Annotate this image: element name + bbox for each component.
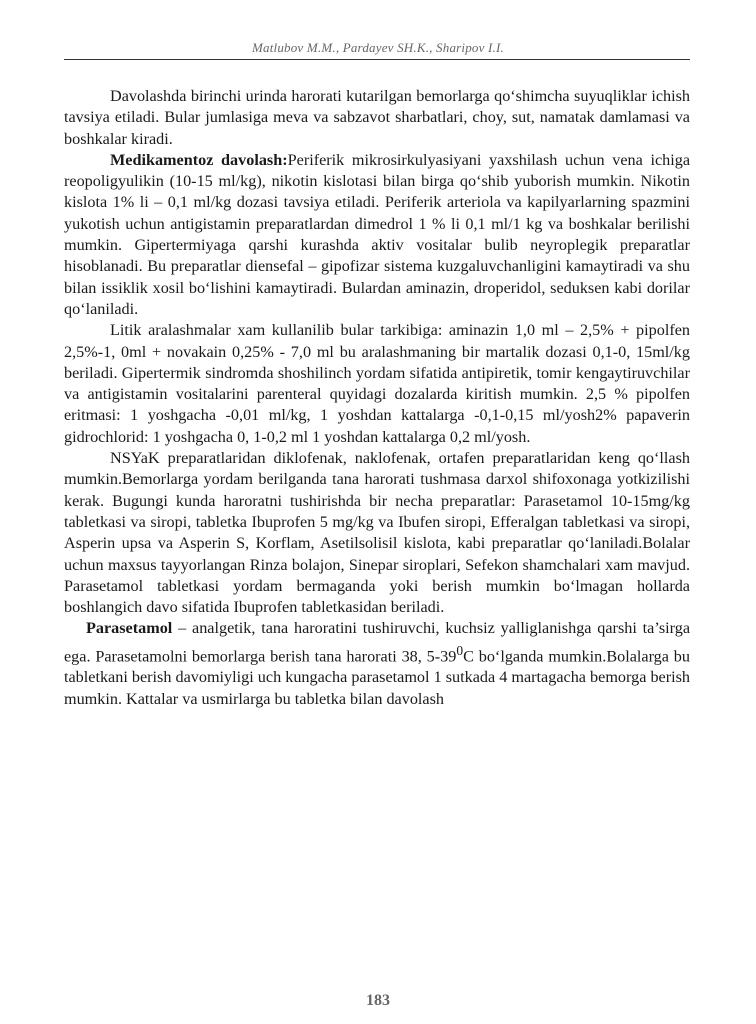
paragraph-3: Litik aralashmalar xam kullanilib bular tarkibiga: aminazin 1,0 ml – 2,5% + pipolfen 2,5%-1, 0ml + novakain 0,25% - 7,0 ml bu aralashmaning bir martalik dozasi 0,1-0, 15ml/kg beriladi. Gipertermik sindromda shoshilinch yordam sifatida antipiretik, tomir kengaytiruvchilar va antigistamin vositalarini parenteral quyidagi dozalarda kiritish mumkin. 2,5 % pipolfen eritmasi: 1 yoshgacha -0,01 ml/kg, 1 yoshdan kattalarga -0,1-0,15 ml/yosh2% papaverin gidrochlorid: 1 yoshgacha 0, 1-0,2 ml 1 yoshdan kattalarga 0,2 ml/yosh. [64,321,690,446]
paragraph-2-heading: Medikamentoz davolash: [110,150,288,169]
header-rule [64,59,690,60]
running-header: Matlubov M.M., Pardayev SH.K., Sharipov I.I. [251,40,505,55]
page-body [64,86,690,710]
page-number: 183 [366,992,390,1009]
paragraph-5-heading: Parasetamol [86,619,173,638]
paragraph-5-text: – analgetik, tana haroratini tushiruvchi, kuchsiz yalliglanishga qarshi ta’sirga ega. Parasetamolni bemorlarga berish tana harorati 38, 5-39 [64,619,690,666]
paragraph-2-text: Periferik mikrosirkulyasiyani yaxshilash uchun vena ichiga reopoligyulikin (10-15 ml/kg), nikotin kislotasi bilan birga qo‘shib yuborish mumkin. Nikotin kislota 1% li – 0,1 ml/kg dozasi tavsiya etiladi. Periferik arteriola va kapilyarlarning spazmini yukotish uchun antigistamin preparatlardan dimedrol 1 % li 0,1 ml/1 kg va boshkalar berilishi mumkin. Gipertermiyaga qarshi kurashda aktiv vositalar bulib neyroplegik preparatlar hisoblanadi. Bu preparatlar diensefal – gipofizar sistema kuzgaluvchanligini kamaytiradi va shu bilan issiklik xosil bo‘lishini kamaytiradi. Bulardan aminazin, droperidol, seduksen kabi dorilar qo‘laniladi. [64,150,691,318]
paragraph-5-text-cont: C bo‘lganda mumkin.Bolalarga bu tabletkani berish davomiyligi uch kungacha parasetamol 1 sutkada 4 martagacha bemorga berish mumkin. Kattalar va usmirlarga bu tabletka bilan davolash [64,647,690,708]
degree-superscript: 0 [456,642,464,658]
paragraph-1: Davolashda birinchi urinda harorati kutarilgan bemorlarga qo‘shimcha suyuqliklar ichish tavsiya etiladi. Bular jumlasiga meva va sabzavot sharbatlari, choy, sut, namatak damlamasi va boshkalar kiradi. [64,87,690,148]
paragraph-4: NSYaK preparatlaridan diklofenak, naklofenak, ortafen preparatlaridan keng qo‘llash mumkin.Bemorlarga yordam berilganda tana harorati tushmasa darxol shifoxonaga yotkizilishi kerak. Bugungi kunda haroratni tushirishda bir necha preparatlar: Parasetamol 10-15mg/kg tabletkasi va siropi, tabletka Ibuprofen 5 mg/kg va Ibufen siropi, Efferalgan tabletkasi va siropi, Asperin upsa va Asperin S, Korflam, Asetilsolisil kislota, kabi preparatlar qo‘laniladi.Bolalar uchun maxsus tayyorlangan Rinza bolajon, Sinepar siroplari, Sefekon shamchalari xam mavjud. Parasetamol tabletkasi yordam bermaganda yoki berish mumkin bo‘lmagan hollarda boshlangich davo sifatida Ibuprofen tabletkasidan beriladi. [64,449,690,617]
paragraph-5 [64,618,690,710]
paragraph-2 [64,150,690,320]
